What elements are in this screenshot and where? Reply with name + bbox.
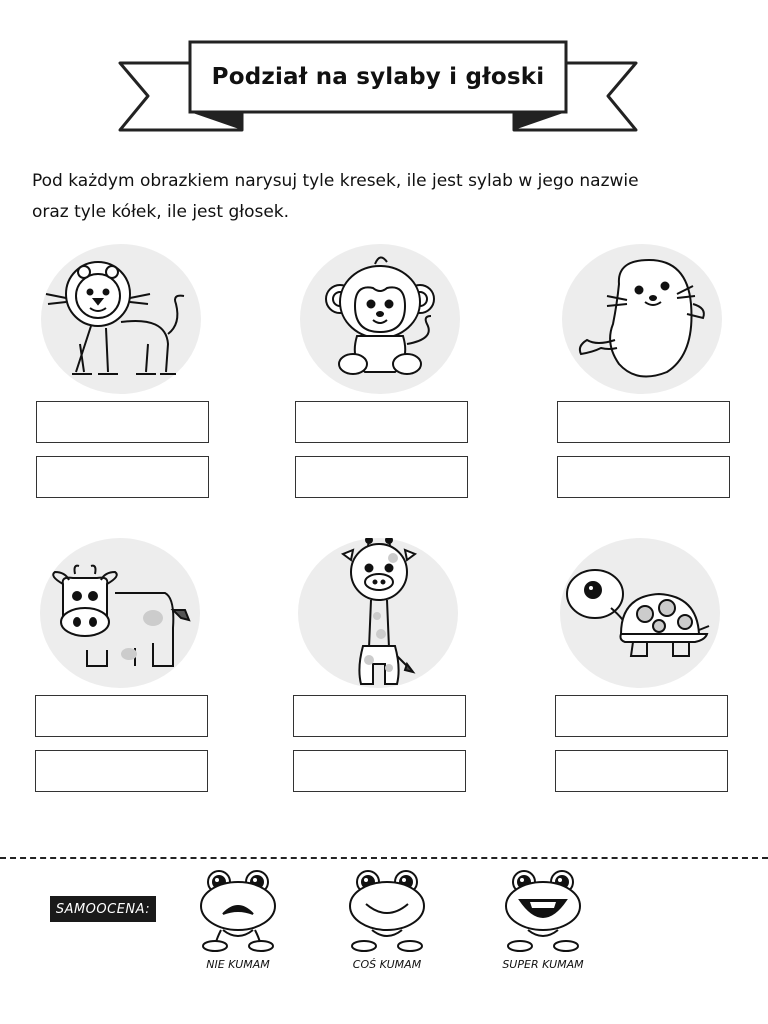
self-assessment-option-2[interactable] [342, 868, 432, 978]
page-title: Podział na sylaby i głoski [211, 64, 545, 90]
phonemes-box[interactable] [557, 456, 730, 498]
phonemes-box[interactable] [295, 456, 468, 498]
self-assessment-option-label: COŚ KUMAM [352, 958, 422, 971]
self-assessment-option-label: NIE KUMAM [206, 958, 270, 971]
turtle-icon [555, 538, 725, 688]
phonemes-box[interactable] [293, 750, 466, 792]
smiling-frog-icon [342, 868, 432, 958]
instructions-line-1: Pod każdym obrazkiem narysuj tyle kresek, ile jest sylab w jego nazwie [32, 171, 639, 191]
self-assessment-option-label: SUPER KUMAM [502, 958, 584, 971]
self-assessment-label: SAMOOCENA: [50, 896, 156, 922]
seal-icon [557, 244, 727, 394]
monkey-icon [295, 244, 465, 394]
lion-icon [36, 244, 206, 394]
syllables-box[interactable] [557, 401, 730, 443]
syllables-box[interactable] [295, 401, 468, 443]
syllables-box[interactable] [293, 695, 466, 737]
self-assessment-option-3[interactable] [498, 868, 588, 978]
phonemes-box[interactable] [555, 750, 728, 792]
self-assessment-option-1[interactable] [193, 868, 283, 978]
instructions-line-2: oraz tyle kółek, ile jest głosek. [32, 202, 290, 222]
sad-frog-icon [193, 868, 283, 958]
dashed-divider [0, 857, 768, 859]
laughing-frog-icon [498, 868, 588, 958]
cow-icon [35, 538, 205, 688]
phonemes-box[interactable] [36, 456, 209, 498]
phonemes-box[interactable] [35, 750, 208, 792]
giraffe-icon [293, 538, 463, 688]
syllables-box[interactable] [36, 401, 209, 443]
syllables-box[interactable] [555, 695, 728, 737]
instructions [32, 166, 732, 228]
syllables-box[interactable] [35, 695, 208, 737]
